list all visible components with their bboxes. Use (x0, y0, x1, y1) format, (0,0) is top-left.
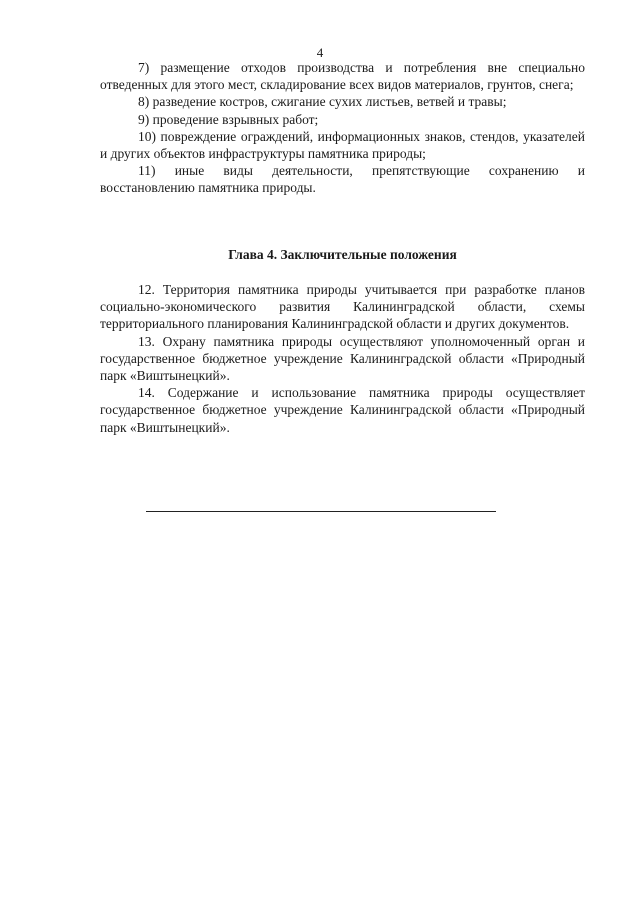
page-number: 4 (316, 45, 324, 60)
end-of-document-rule (146, 511, 496, 512)
list-item: 11) иные виды деятельности, препятствующие сохранению и восстановлению памятника природы. (100, 163, 585, 196)
clause-paragraph: 14. Содержание и использование памятника природы осуществляет государственное бюджетное учреждение Калининградской области «Природный парк «Виштынецкий». (100, 385, 585, 435)
clause-paragraph: 13. Охрану памятника природы осуществляют уполномоченный орган и государственное бюджетное учреждение Калининградской области «Природный парк «Виштынецкий». (100, 333, 585, 384)
list-item: 10) повреждение ограждений, информационных знаков, стендов, указателей и других объектов инфраструктуры памятника природы; (100, 128, 585, 162)
clause-paragraph: 12. Территория памятника природы учитывается при разработке планов социально-экономического развития Калининградской области, схемы территориального планирования Калининградской области и других документов. (100, 282, 585, 332)
chapter-title: Глава 4. Заключительные положения (228, 247, 457, 262)
prohibited-activities-list (100, 59, 585, 197)
list-item: 8) разведение костров, сжигание сухих листьев, ветвей и травы; (138, 94, 507, 110)
list-item: 7) размещение отходов производства и потребления вне специально отведенных для этого мест, складирование всех видов материалов, грунтов, снега; (100, 60, 585, 93)
list-item: 9) проведение взрывных работ; (138, 111, 319, 127)
final-provisions (100, 281, 585, 436)
